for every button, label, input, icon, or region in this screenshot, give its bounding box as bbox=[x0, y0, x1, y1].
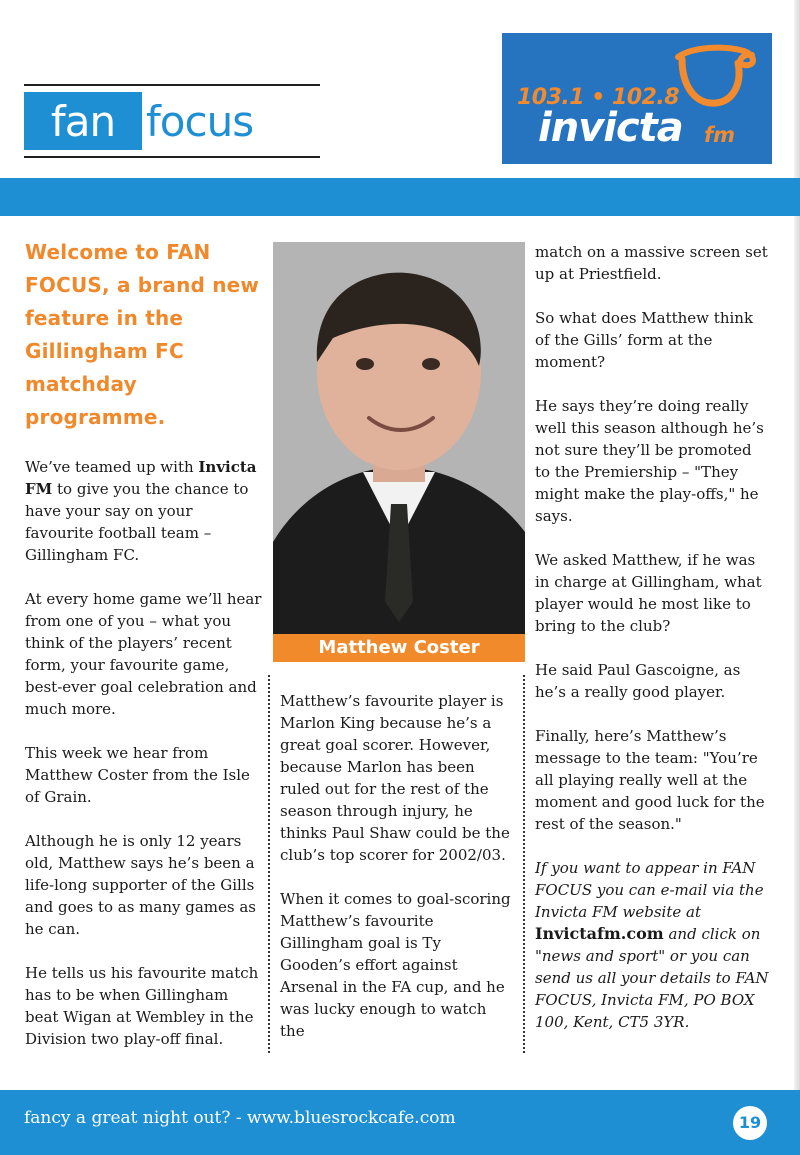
column-divider bbox=[523, 675, 525, 1053]
paragraph: We asked Matthew, if he was in charge at Gillingham, what player would he most like to bring to the club? bbox=[535, 551, 762, 635]
invicta-name: invicta bbox=[538, 105, 683, 151]
top-color-band bbox=[0, 178, 800, 216]
column-divider bbox=[268, 675, 270, 1053]
paragraph: He says they’re doing really well this season although he’s not sure they’ll be promoted to the Premiership – "They might make the play-offs," he says. bbox=[535, 397, 764, 525]
portrait-image bbox=[273, 242, 525, 634]
contact-note: If you want to appear in FAN FOCUS you can e-mail via the Invicta FM website at Invictafm.com and click on "news and sport" or you can send us all your details to FAN FOCUS, Invicta FM, PO BOX 100, Kent, CT5 3YR. bbox=[535, 859, 769, 1031]
article-column-1 bbox=[25, 236, 265, 1072]
logo-fan: fan bbox=[24, 92, 142, 150]
paragraph: Matthew’s favourite player is Marlon King because he’s a great goal scorer. However, because Marlon has been ruled out for the rest of the season through injury, he thinks Paul Shaw could be the club’s top scorer for 2002/03. bbox=[280, 692, 510, 864]
invicta-fm-label: fm bbox=[704, 123, 736, 147]
page-number: 19 bbox=[733, 1106, 767, 1140]
footer-advert: fancy a great night out? - www.bluesrockcafe.com bbox=[24, 1108, 456, 1128]
invicta-frequency: 103.1 • 102.8 bbox=[517, 85, 680, 110]
article-column-2 bbox=[280, 690, 512, 1064]
portrait-photo bbox=[273, 242, 525, 662]
paragraph: He said Paul Gascoigne, as he’s a really good player. bbox=[535, 661, 741, 701]
paragraph: So what does Matthew think of the Gills’ form at the moment? bbox=[535, 309, 754, 371]
logo-rule-bottom bbox=[24, 156, 320, 158]
paragraph: He tells us his favourite match has to be when Gillingham beat Wigan at Wembley in the Division two play-off final. bbox=[25, 964, 259, 1048]
logo-focus: focus bbox=[146, 96, 254, 146]
paragraph: When it comes to goal-scoring Matthew’s favourite Gillingham goal is Ty Gooden’s effort against Arsenal in the FA cup, and he was lucky enough to watch the bbox=[280, 890, 511, 1040]
paragraph: match on a massive screen set up at Priestfield. bbox=[535, 243, 768, 283]
page-edge bbox=[794, 0, 800, 1155]
paragraph: Although he is only 12 years old, Matthew says he’s been a life-long supporter of the Gills and goes to as many games as he can. bbox=[25, 832, 257, 938]
paragraph: Finally, here’s Matthew’s message to the team: "You’re all playing really well at the moment and good luck for the rest of the season." bbox=[535, 727, 765, 833]
fan-focus-logo bbox=[24, 92, 320, 150]
paragraph: We’ve teamed up with Invicta FM to give you the chance to have your say on your favourite football team – Gillingham FC. bbox=[25, 458, 257, 564]
invicta-fm-logo bbox=[502, 33, 772, 164]
article-column-3 bbox=[535, 241, 770, 1055]
paragraph: This week we hear from Matthew Coster from the Isle of Grain. bbox=[25, 744, 250, 806]
photo-caption: Matthew Coster bbox=[273, 634, 525, 662]
intro-heading: Welcome to FAN FOCUS, a brand new feature in the Gillingham FC matchday programme. bbox=[25, 240, 260, 429]
logo-rule-top bbox=[24, 84, 320, 86]
paragraph: At every home game we’ll hear from one of you – what you think of the players’ recent form, your favourite game, best-ever goal celebration and much more. bbox=[25, 590, 262, 718]
swoosh-icon bbox=[672, 43, 762, 113]
